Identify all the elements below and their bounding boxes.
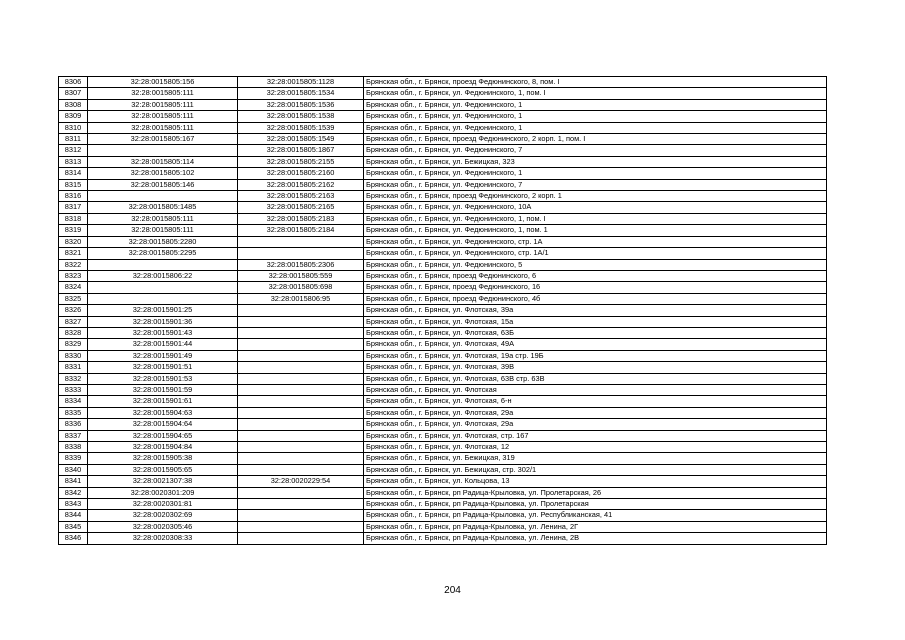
row-number-cell: 8340 — [59, 464, 88, 475]
table-row — [59, 99, 827, 110]
table-row — [59, 430, 827, 441]
row-number-cell: 8324 — [59, 282, 88, 293]
cadastral-number-cell: 32:28:0015905:65 — [88, 464, 238, 475]
row-number-cell: 8346 — [59, 533, 88, 544]
row-number-cell: 8335 — [59, 407, 88, 418]
object-cadastral-number-cell — [238, 407, 364, 418]
address-cell: Брянская обл., г. Брянск, проезд Федюнинского, 16 — [364, 282, 827, 293]
row-number-cell: 8310 — [59, 122, 88, 133]
object-cadastral-number-cell — [238, 442, 364, 453]
table-row — [59, 316, 827, 327]
address-cell: Брянская обл., г. Брянск, ул. Федюнинского, 1 — [364, 111, 827, 122]
row-number-cell: 8320 — [59, 236, 88, 247]
table-row — [59, 77, 827, 88]
cadastral-number-cell — [88, 259, 238, 270]
object-cadastral-number-cell — [238, 350, 364, 361]
address-cell: Брянская обл., г. Брянск, ул. Флотская, 29а — [364, 407, 827, 418]
cadastral-number-cell: 32:28:0015805:111 — [88, 122, 238, 133]
cadastral-number-cell: 32:28:0015805:102 — [88, 168, 238, 179]
object-cadastral-number-cell: 32:28:0015805:559 — [238, 270, 364, 281]
row-number-cell: 8315 — [59, 179, 88, 190]
table-row — [59, 259, 827, 270]
row-number-cell: 8311 — [59, 134, 88, 145]
table-row — [59, 487, 827, 498]
object-cadastral-number-cell — [238, 384, 364, 395]
object-cadastral-number-cell: 32:28:0015805:1536 — [238, 99, 364, 110]
object-cadastral-number-cell — [238, 339, 364, 350]
row-number-cell: 8343 — [59, 499, 88, 510]
cadastral-number-cell: 32:28:0015805:114 — [88, 156, 238, 167]
cadastral-number-cell — [88, 145, 238, 156]
address-cell: Брянская обл., г. Брянск, ул. Флотская, 39В — [364, 362, 827, 373]
object-cadastral-number-cell: 32:28:0015805:2155 — [238, 156, 364, 167]
cadastral-number-cell: 32:28:0015904:64 — [88, 419, 238, 430]
table-row — [59, 419, 827, 430]
table-row — [59, 384, 827, 395]
object-cadastral-number-cell — [238, 419, 364, 430]
row-number-cell: 8339 — [59, 453, 88, 464]
cadastral-number-cell: 32:28:0015904:84 — [88, 442, 238, 453]
page-number: 204 — [444, 585, 461, 596]
table-row — [59, 293, 827, 304]
cadastral-number-cell: 32:28:0015805:2295 — [88, 248, 238, 259]
table-row — [59, 521, 827, 532]
table-row — [59, 510, 827, 521]
object-cadastral-number-cell — [238, 396, 364, 407]
address-cell: Брянская обл., г. Брянск, ул. Флотская, 12 — [364, 442, 827, 453]
row-number-cell: 8342 — [59, 487, 88, 498]
cadastral-number-cell: 32:28:0015901:51 — [88, 362, 238, 373]
row-number-cell: 8344 — [59, 510, 88, 521]
object-cadastral-number-cell: 32:28:0015805:2163 — [238, 191, 364, 202]
row-number-cell: 8329 — [59, 339, 88, 350]
object-cadastral-number-cell: 32:28:0015805:698 — [238, 282, 364, 293]
table-row — [59, 122, 827, 133]
table-row — [59, 362, 827, 373]
object-cadastral-number-cell — [238, 248, 364, 259]
row-number-cell: 8309 — [59, 111, 88, 122]
object-cadastral-number-cell — [238, 362, 364, 373]
cadastral-number-cell: 32:28:0015904:63 — [88, 407, 238, 418]
object-cadastral-number-cell: 32:28:0015805:2306 — [238, 259, 364, 270]
cadastral-number-cell: 32:28:0020305:46 — [88, 521, 238, 532]
address-cell: Брянская обл., г. Брянск, рп Радица-Крыловка, ул. Республиканская, 41 — [364, 510, 827, 521]
row-number-cell: 8337 — [59, 430, 88, 441]
table-row — [59, 407, 827, 418]
cadastral-number-cell: 32:28:0015905:38 — [88, 453, 238, 464]
object-cadastral-number-cell: 32:28:0015805:2162 — [238, 179, 364, 190]
row-number-cell: 8336 — [59, 419, 88, 430]
address-cell: Брянская обл., г. Брянск, проезд Федюнинского, 8, пом. I — [364, 77, 827, 88]
table-row — [59, 396, 827, 407]
table-row — [59, 168, 827, 179]
address-cell: Брянская обл., г. Брянск, проезд Федюнинского, 2 корп. 1, пом. I — [364, 134, 827, 145]
address-cell: Брянская обл., г. Брянск, проезд Федюнинского, 2 корп. 1 — [364, 191, 827, 202]
row-number-cell: 8312 — [59, 145, 88, 156]
address-cell: Брянская обл., г. Брянск, проезд Федюнинского, 4б — [364, 293, 827, 304]
address-cell: Брянская обл., г. Брянск, ул. Кольцова, 13 — [364, 476, 827, 487]
cadastral-number-cell: 32:28:0021307:38 — [88, 476, 238, 487]
table-row — [59, 111, 827, 122]
cadastral-number-cell: 32:28:0020308:33 — [88, 533, 238, 544]
table-row — [59, 373, 827, 384]
row-number-cell: 8306 — [59, 77, 88, 88]
cadastral-number-cell: 32:28:0020302:69 — [88, 510, 238, 521]
cadastral-number-cell: 32:28:0020301:209 — [88, 487, 238, 498]
row-number-cell: 8308 — [59, 99, 88, 110]
address-cell: Брянская обл., г. Брянск, ул. Флотская, 19а стр. 19Б — [364, 350, 827, 361]
address-cell: Брянская обл., г. Брянск, ул. Флотская, 15а — [364, 316, 827, 327]
address-cell: Брянская обл., г. Брянск, ул. Флотская, 29а — [364, 419, 827, 430]
address-cell: Брянская обл., г. Брянск, ул. Федюнинского, 5 — [364, 259, 827, 270]
table-row — [59, 213, 827, 224]
row-number-cell: 8307 — [59, 88, 88, 99]
address-cell: Брянская обл., г. Брянск, ул. Федюнинского, 10А — [364, 202, 827, 213]
table-row — [59, 499, 827, 510]
address-cell: Брянская обл., г. Брянск, ул. Федюнинского, 1 — [364, 99, 827, 110]
address-cell: Брянская обл., г. Брянск, ул. Флотская, 63Б — [364, 327, 827, 338]
object-cadastral-number-cell: 32:28:0015805:1867 — [238, 145, 364, 156]
object-cadastral-number-cell — [238, 316, 364, 327]
address-cell: Брянская обл., г. Брянск, ул. Федюнинского, 1, пом. I — [364, 88, 827, 99]
address-cell: Брянская обл., г. Брянск, ул. Федюнинского, стр. 1А — [364, 236, 827, 247]
cadastral-number-cell — [88, 282, 238, 293]
table-row — [59, 305, 827, 316]
cadastral-number-cell — [88, 191, 238, 202]
row-number-cell: 8317 — [59, 202, 88, 213]
row-number-cell: 8345 — [59, 521, 88, 532]
object-cadastral-number-cell: 32:28:0015805:2184 — [238, 225, 364, 236]
row-number-cell: 8318 — [59, 213, 88, 224]
address-cell: Брянская обл., г. Брянск, ул. Флотская, 39а — [364, 305, 827, 316]
address-cell: Брянская обл., г. Брянск, ул. Федюнинского, 7 — [364, 145, 827, 156]
table-row — [59, 191, 827, 202]
table-row — [59, 270, 827, 281]
address-cell: Брянская обл., г. Брянск, ул. Бежицкая, стр. 302/1 — [364, 464, 827, 475]
row-number-cell: 8330 — [59, 350, 88, 361]
cadastral-number-cell — [88, 293, 238, 304]
address-cell: Брянская обл., г. Брянск, рп Радица-Крыловка, ул. Пролетарская — [364, 499, 827, 510]
table-row — [59, 88, 827, 99]
address-cell: Брянская обл., г. Брянск, ул. Федюнинского, 7 — [364, 179, 827, 190]
cadastral-number-cell: 32:28:0015805:167 — [88, 134, 238, 145]
object-cadastral-number-cell — [238, 533, 364, 544]
cadastral-number-cell: 32:28:0015805:111 — [88, 88, 238, 99]
row-number-cell: 8314 — [59, 168, 88, 179]
row-number-cell: 8334 — [59, 396, 88, 407]
table-row — [59, 327, 827, 338]
row-number-cell: 8328 — [59, 327, 88, 338]
address-cell: Брянская обл., г. Брянск, ул. Флотская, 6-н — [364, 396, 827, 407]
object-cadastral-number-cell — [238, 464, 364, 475]
row-number-cell: 8323 — [59, 270, 88, 281]
address-cell: Брянская обл., г. Брянск, ул. Бежицкая, 323 — [364, 156, 827, 167]
address-cell: Брянская обл., г. Брянск, ул. Флотская — [364, 384, 827, 395]
table-row — [59, 134, 827, 145]
address-cell: Брянская обл., г. Брянск, ул. Федюнинского, 1 — [364, 122, 827, 133]
object-cadastral-number-cell — [238, 327, 364, 338]
cadastral-number-cell: 32:28:0015901:44 — [88, 339, 238, 350]
object-cadastral-number-cell: 32:28:0015805:1534 — [238, 88, 364, 99]
address-cell: Брянская обл., г. Брянск, ул. Федюнинского, стр. 1А/1 — [364, 248, 827, 259]
table-row — [59, 145, 827, 156]
cadastral-number-cell: 32:28:0015805:111 — [88, 111, 238, 122]
row-number-cell: 8313 — [59, 156, 88, 167]
table-row — [59, 202, 827, 213]
row-number-cell: 8332 — [59, 373, 88, 384]
object-cadastral-number-cell: 32:28:0015806:95 — [238, 293, 364, 304]
cadastral-number-cell: 32:28:0015901:43 — [88, 327, 238, 338]
address-cell: Брянская обл., г. Брянск, рп Радица-Крыловка, ул. Ленина, 2В — [364, 533, 827, 544]
object-cadastral-number-cell: 32:28:0015805:2160 — [238, 168, 364, 179]
table-row — [59, 156, 827, 167]
object-cadastral-number-cell — [238, 305, 364, 316]
row-number-cell: 8338 — [59, 442, 88, 453]
object-cadastral-number-cell: 32:28:0015805:1539 — [238, 122, 364, 133]
table-row — [59, 282, 827, 293]
address-cell: Брянская обл., г. Брянск, ул. Бежицкая, 319 — [364, 453, 827, 464]
table-row — [59, 179, 827, 190]
table-row — [59, 339, 827, 350]
table-row — [59, 442, 827, 453]
row-number-cell: 8321 — [59, 248, 88, 259]
cadastral-number-cell: 32:28:0015805:2280 — [88, 236, 238, 247]
object-cadastral-number-cell: 32:28:0015805:2183 — [238, 213, 364, 224]
cadastral-number-cell: 32:28:0015901:25 — [88, 305, 238, 316]
cadastral-number-cell: 32:28:0015901:36 — [88, 316, 238, 327]
table-row — [59, 225, 827, 236]
object-cadastral-number-cell — [238, 430, 364, 441]
cadastral-number-cell: 32:28:0015901:49 — [88, 350, 238, 361]
object-cadastral-number-cell — [238, 521, 364, 532]
table-row — [59, 236, 827, 247]
object-cadastral-number-cell — [238, 499, 364, 510]
row-number-cell: 8316 — [59, 191, 88, 202]
cadastral-number-cell: 32:28:0015901:61 — [88, 396, 238, 407]
object-cadastral-number-cell: 32:28:0015805:1549 — [238, 134, 364, 145]
cadastral-number-cell: 32:28:0015805:111 — [88, 225, 238, 236]
row-number-cell: 8322 — [59, 259, 88, 270]
cadastral-number-cell: 32:28:0015904:65 — [88, 430, 238, 441]
address-cell: Брянская обл., г. Брянск, ул. Флотская, стр. 167 — [364, 430, 827, 441]
object-cadastral-number-cell: 32:28:0015805:1538 — [238, 111, 364, 122]
object-cadastral-number-cell: 32:28:0020229:54 — [238, 476, 364, 487]
cadastral-number-cell: 32:28:0015805:111 — [88, 213, 238, 224]
cadastral-number-cell: 32:28:0015901:53 — [88, 373, 238, 384]
records-table — [58, 76, 827, 545]
address-cell: Брянская обл., г. Брянск, рп Радица-Крыловка, ул. Пролетарская, 26 — [364, 487, 827, 498]
object-cadastral-number-cell: 32:28:0015805:1128 — [238, 77, 364, 88]
table-row — [59, 533, 827, 544]
table-row — [59, 476, 827, 487]
row-number-cell: 8341 — [59, 476, 88, 487]
cadastral-number-cell: 32:28:0020301:81 — [88, 499, 238, 510]
table-row — [59, 464, 827, 475]
object-cadastral-number-cell: 32:28:0015805:2165 — [238, 202, 364, 213]
address-cell: Брянская обл., г. Брянск, ул. Федюнинского, 1 — [364, 168, 827, 179]
address-cell: Брянская обл., г. Брянск, ул. Флотская, 49А — [364, 339, 827, 350]
object-cadastral-number-cell — [238, 373, 364, 384]
object-cadastral-number-cell — [238, 487, 364, 498]
row-number-cell: 8327 — [59, 316, 88, 327]
object-cadastral-number-cell — [238, 453, 364, 464]
row-number-cell: 8325 — [59, 293, 88, 304]
cadastral-number-cell: 32:28:0015806:22 — [88, 270, 238, 281]
table-row — [59, 248, 827, 259]
cadastral-number-cell: 32:28:0015901:59 — [88, 384, 238, 395]
table-row — [59, 350, 827, 361]
cadastral-number-cell: 32:28:0015805:1485 — [88, 202, 238, 213]
row-number-cell: 8326 — [59, 305, 88, 316]
object-cadastral-number-cell — [238, 236, 364, 247]
cadastral-number-cell: 32:28:0015805:156 — [88, 77, 238, 88]
object-cadastral-number-cell — [238, 510, 364, 521]
address-cell: Брянская обл., г. Брянск, ул. Федюнинского, 1, пом. 1 — [364, 225, 827, 236]
table-row — [59, 453, 827, 464]
row-number-cell: 8333 — [59, 384, 88, 395]
row-number-cell: 8331 — [59, 362, 88, 373]
records-table-body — [59, 77, 827, 545]
address-cell: Брянская обл., г. Брянск, ул. Флотская, 63В стр. 63В — [364, 373, 827, 384]
cadastral-number-cell: 32:28:0015805:111 — [88, 99, 238, 110]
address-cell: Брянская обл., г. Брянск, рп Радица-Крыловка, ул. Ленина, 2Г — [364, 521, 827, 532]
cadastral-number-cell: 32:28:0015805:146 — [88, 179, 238, 190]
row-number-cell: 8319 — [59, 225, 88, 236]
address-cell: Брянская обл., г. Брянск, проезд Федюнинского, 6 — [364, 270, 827, 281]
address-cell: Брянская обл., г. Брянск, ул. Федюнинского, 1, пом. I — [364, 213, 827, 224]
